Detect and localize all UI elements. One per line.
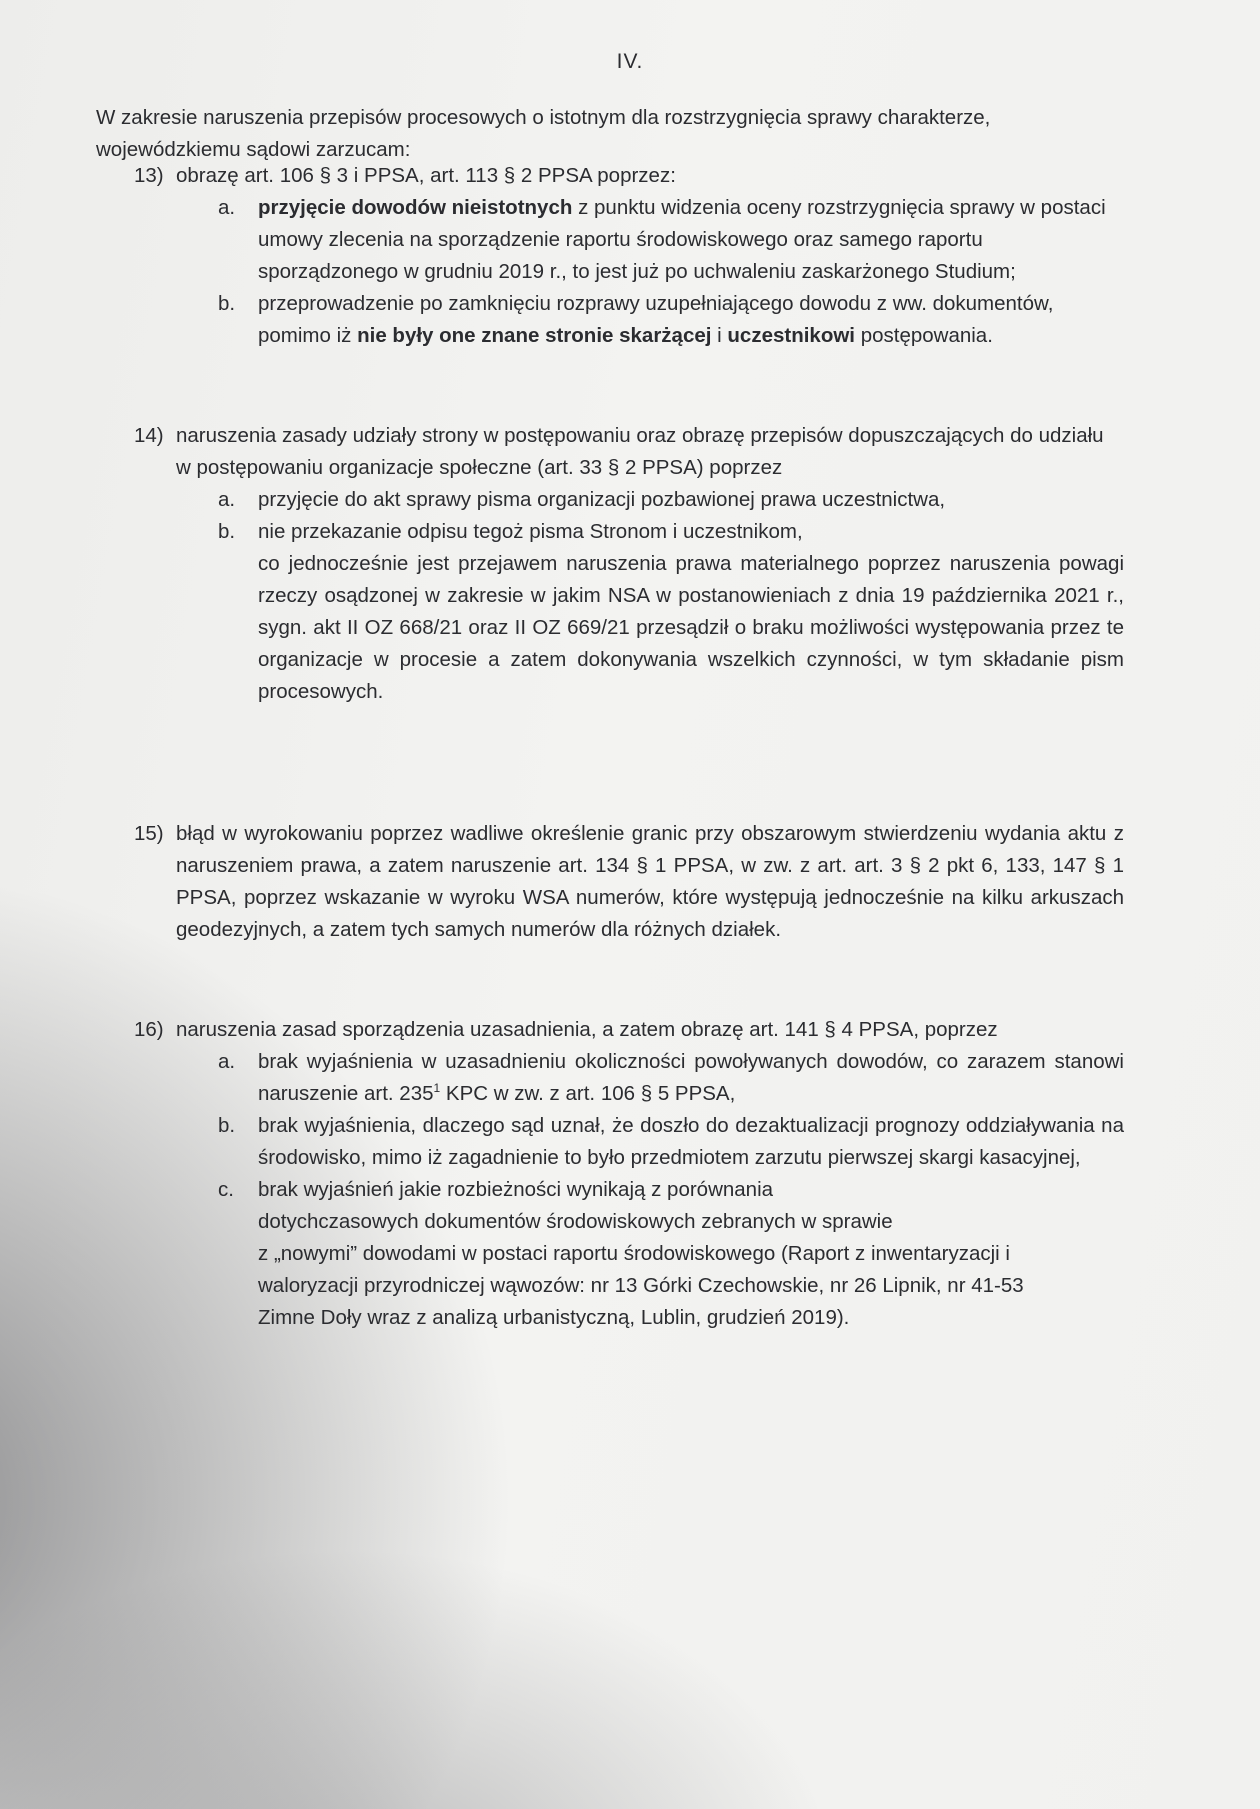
bold-phrase: przyjęcie dowodów nieistotnych <box>258 196 573 219</box>
subitem-line: dotychczasowych dokumentów środowiskowych zebranych w sprawie <box>258 1210 893 1233</box>
subitem-text-mid: i <box>711 324 728 347</box>
subitem-line: Zimne Doły wraz z analizą urbanistyczną, Lublin, grudzień 2019). <box>258 1306 850 1329</box>
continuation-paragraph: co jednocześnie jest przejawem naruszenia prawa materialnego poprzez naruszenia powagi rzeczy osądzonej w zakresie w jakim NSA w postanowieniach z dnia 19 października 2021 r., sygn. akt II OZ 668/21 oraz II OZ 669/21 przesądził o braku możliwości występowania przez te organizacje w procesie a zatem dokonywania wszelkich czynności, w tym składanie pism procesowych. <box>258 552 1124 703</box>
subitem-14b <box>218 516 1124 548</box>
subitem-text-end: postępowania. <box>855 324 993 347</box>
subitem-line: z „nowymi” dowodami w postaci raportu środowiskowego (Raport z inwentaryzacji i <box>258 1242 1010 1265</box>
subitem-line: waloryzacji przyrodniczej wąwozów: nr 13 Górki Czechowskie, nr 26 Lipnik, nr 41-53 <box>258 1274 1024 1297</box>
subitem-13b <box>218 288 1124 352</box>
subitem-letter: b. <box>218 520 236 543</box>
subitem-16b <box>218 1110 1124 1174</box>
item-number: 15) <box>134 822 164 845</box>
item-number: 14) <box>134 424 164 447</box>
item-number: 16) <box>134 1018 164 1041</box>
subitem-letter: b. <box>218 1114 236 1137</box>
subitem-16c <box>218 1174 1124 1334</box>
bold-phrase: nie były one znane stronie skarżącej <box>357 324 712 347</box>
subitem-letter: c. <box>218 1178 234 1201</box>
intro-paragraph: W zakresie naruszenia przepisów procesowych o istotnym dla rozstrzygnięcia sprawy charakterze, wojewódzkiemu sądowi zarzucam: <box>96 106 991 161</box>
bold-phrase-2: uczestnikowi <box>727 324 855 347</box>
superscript: 1 <box>433 1081 441 1096</box>
subitem-text: z punktu widzenia oceny rozstrzygnięcia sprawy w postaci umowy zlecenia na sporządzenie raportu środowiskowego oraz samego raportu sporządzonego w grudniu 2019 r., to jest już po uchwaleniu zaskarżonego Studium; <box>258 196 1106 283</box>
item-text: naruszenia zasady udziały strony w postępowaniu oraz obrazę przepisów dopuszczających do udziału w postępowaniu organizacje społeczne (art. 33 § 2 PPSA) poprzez <box>176 424 1104 479</box>
subitem-text: przeprowadzenie po zamknięciu rozprawy uzupełniającego dowodu z ww. dokumentów, pomimo iż <box>258 292 1054 347</box>
subitem-16a <box>218 1046 1124 1110</box>
item-number: 13) <box>134 164 164 187</box>
section-heading: IV. <box>616 50 644 73</box>
subitem-text: nie przekazanie odpisu tegoż pisma Stronom i uczestnikom, <box>258 520 803 543</box>
subitem-text: przyjęcie do akt sprawy pisma organizacji pozbawionej prawa uczestnictwa, <box>258 488 946 511</box>
subitem-text: brak wyjaśnienia, dlaczego sąd uznał, że doszło do dezaktualizacji prognozy oddziaływania na środowisko, mimo iż zagadnienie to było przedmiotem zarzutu pierwszej skargi kasacyjnej, <box>258 1114 1124 1169</box>
item-13 <box>134 160 1124 352</box>
subitem-text-end: KPC w zw. z art. 106 § 5 PPSA, <box>440 1082 736 1105</box>
subitem-letter: a. <box>218 196 236 219</box>
subitem-14a <box>218 484 1124 516</box>
subitem-text: brak wyjaśnienia w uzasadnieniu okoliczności powoływanych dowodów, co zarazem stanowi naruszenie art. 235 <box>258 1050 1124 1105</box>
item-14 <box>134 420 1124 708</box>
subitem-letter: a. <box>218 488 236 511</box>
item-text: błąd w wyrokowaniu poprzez wadliwe określenie granic przy obszarowym stwierdzeniu wydania aktu z naruszeniem prawa, a zatem naruszenie art. 134 § 1 PPSA, w zw. z art. art. 3 § 2 pkt 6, 133, 147 § 1 PPSA, poprzez wskazanie w wyroku WSA numerów, które występują jednocześnie na kilku arkuszach geodezyjnych, a zatem tych samych numerów dla różnych działek. <box>176 822 1124 941</box>
item-text: obrazę art. 106 § 3 i PPSA, art. 113 § 2 PPSA poprzez: <box>176 164 676 187</box>
subitem-line: brak wyjaśnień jakie rozbieżności wynikają z porównania <box>258 1178 774 1201</box>
subitem-letter: a. <box>218 1050 236 1073</box>
item-text: naruszenia zasad sporządzenia uzasadnienia, a zatem obrazę art. 141 § 4 PPSA, poprzez <box>176 1018 998 1041</box>
subitem-13a <box>218 192 1124 288</box>
item-15 <box>134 818 1124 946</box>
subitem-letter: b. <box>218 292 236 315</box>
item-16 <box>134 1014 1124 1334</box>
